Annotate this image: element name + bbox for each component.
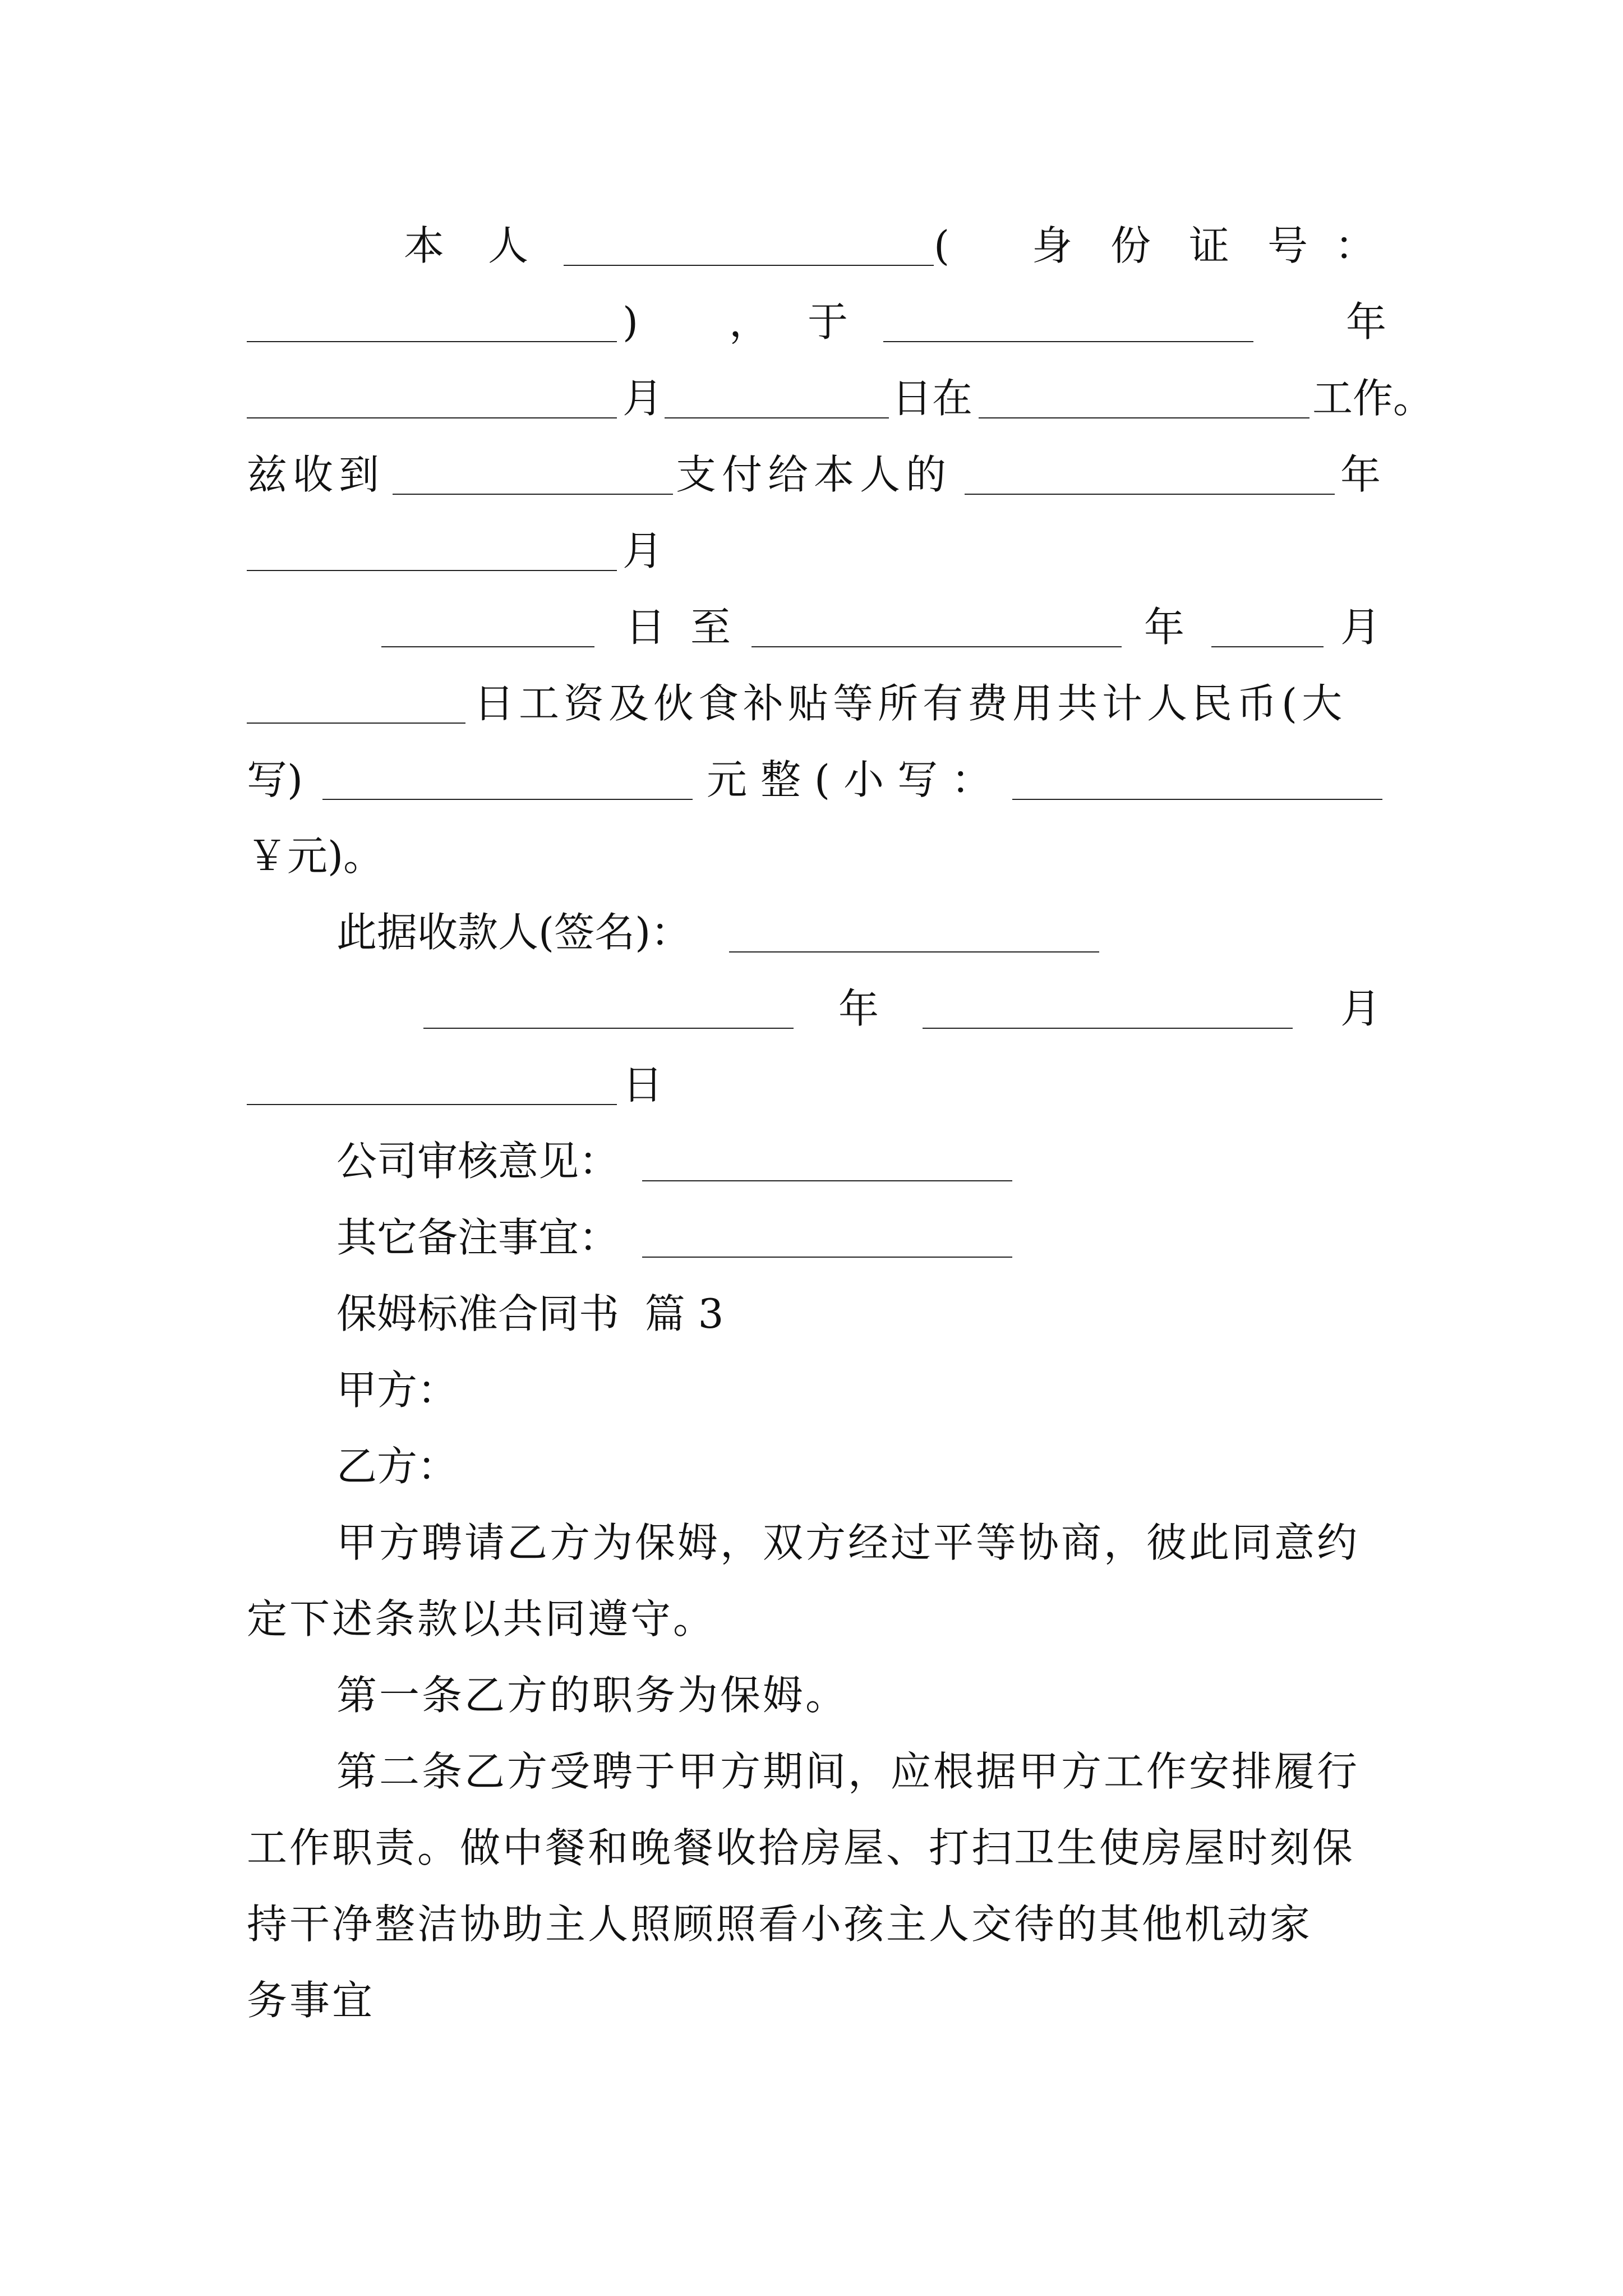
period-end-year-blank[interactable] [751, 646, 1122, 647]
text-month-3: 月 [1340, 604, 1381, 651]
text-shen: 身 [1032, 222, 1073, 269]
period-end-month-blank[interactable] [1211, 646, 1324, 647]
text-colon: ： [1335, 222, 1376, 269]
intro-line-1: 甲方聘请乙方为保姆，双方经过平等协商，彼此同意约 [336, 1519, 1360, 1566]
contract-heading: 保姆标准合同书 篇 3 [336, 1290, 724, 1337]
period-end-day-blank[interactable] [247, 723, 465, 724]
start-year-blank[interactable] [883, 341, 1253, 342]
id-number-blank[interactable] [247, 341, 617, 342]
payer-blank[interactable] [393, 494, 673, 495]
remarks-label: 其它备注事宜： [336, 1214, 620, 1261]
period-start-year-blank[interactable] [965, 494, 1335, 495]
text-yuan-end: ￥元)。 [247, 832, 384, 880]
text-sign-year: 年 [838, 985, 879, 1032]
period-start-day-blank[interactable] [381, 646, 594, 647]
text-yuan-small: 元整(小写： [707, 756, 1006, 803]
sign-year-blank[interactable] [423, 1028, 794, 1029]
party-a-label: 甲方： [336, 1366, 458, 1414]
text-paid-to-me: 支付给本人的 [676, 451, 952, 498]
intro-line-2: 定下述条款以共同遵守。 [247, 1595, 716, 1642]
audit-blank[interactable] [642, 1180, 1012, 1181]
text-month: 月 [623, 375, 663, 422]
text-fen: 份 [1110, 222, 1151, 269]
signature-label: 此据收款人(签名)： [336, 909, 691, 956]
text-month-2: 月 [623, 527, 663, 574]
article-1: 第一条乙方的职务为保姆。 [336, 1672, 849, 1719]
remarks-blank[interactable] [642, 1257, 1012, 1258]
start-day-blank[interactable] [665, 417, 889, 418]
start-month-blank[interactable] [247, 417, 617, 418]
text-work: 工作。 [1312, 375, 1434, 422]
period-start-month-blank[interactable] [247, 570, 617, 571]
text-year-2: 年 [1340, 451, 1381, 498]
amount-words-blank[interactable] [322, 799, 693, 800]
signature-blank[interactable] [729, 951, 1099, 953]
text-sign-day: 日 [623, 1061, 663, 1108]
text-year: 年 [1346, 298, 1387, 346]
article-2-line-2: 工作职责。做中餐和晚餐收拾房屋、打扫卫生使房屋时刻保 [247, 1824, 1355, 1871]
party-b-label: 乙方： [336, 1443, 458, 1490]
text-zheng: 证 [1189, 222, 1230, 269]
text-wage-description: 日工资及伙食补贴等所有费用共计人民币(大 [474, 680, 1347, 727]
workplace-blank[interactable] [979, 417, 1310, 418]
article-2-line-3: 持干净整洁协助主人照顾照看小孩主人交待的其他机动家 [247, 1901, 1313, 1948]
text-ren: 人 [488, 222, 529, 269]
text-year-3: 年 [1144, 604, 1185, 651]
text-write-close: 写) [247, 756, 303, 803]
article-2-line-1: 第二条乙方受聘于甲方期间，应根据甲方工作安排履行 [336, 1748, 1360, 1795]
text-ben: 本 [404, 222, 445, 269]
text-paren-open: ( [934, 222, 950, 269]
audit-label: 公司审核意见： [336, 1138, 620, 1185]
name-blank[interactable] [564, 265, 934, 266]
text-received: 兹收到 [247, 451, 385, 498]
text-yu: 于 [808, 298, 849, 346]
text-comma: ， [729, 298, 770, 346]
text-hao: 号 [1267, 222, 1308, 269]
sign-day-blank[interactable] [247, 1104, 617, 1105]
text-day-at: 日在 [892, 375, 973, 422]
text-sign-month: 月 [1340, 985, 1381, 1032]
text-day-to: 日至 [625, 604, 756, 651]
amount-figures-blank[interactable] [1012, 799, 1382, 800]
text-paren-close: ) [623, 298, 639, 346]
article-2-line-4: 务事宜 [247, 1977, 375, 2024]
sign-month-blank[interactable] [923, 1028, 1293, 1029]
